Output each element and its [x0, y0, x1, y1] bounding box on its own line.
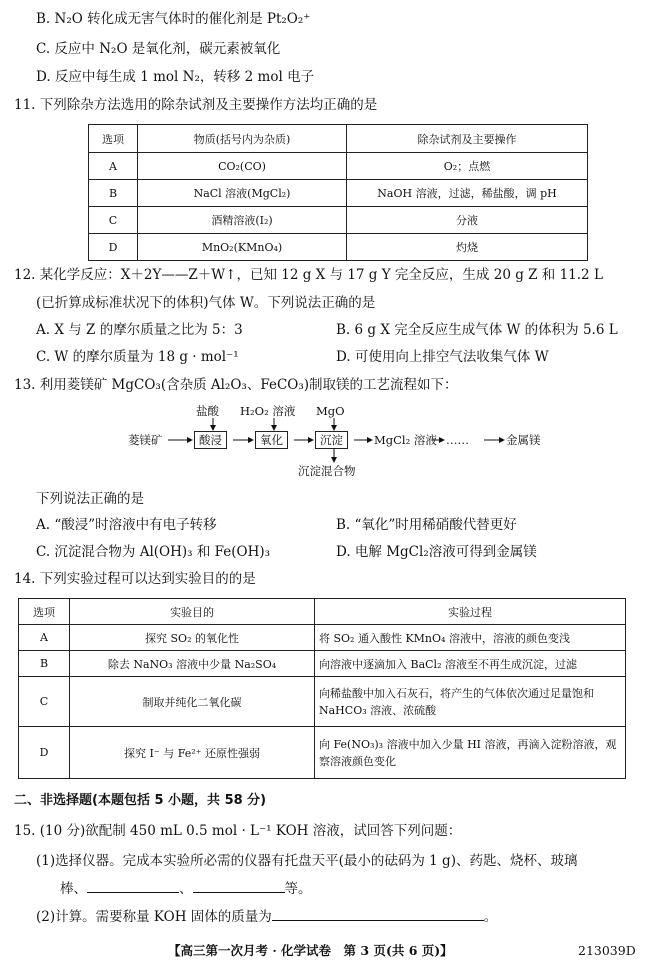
q15-part1-end: 等。 [284, 881, 312, 897]
q15-part1-line1: (1)选择仪器。完成本实验所必需的仪器有托盘天平(最小的砝码为 1 g)、药匙、烧杯、玻璃 [36, 853, 578, 869]
q10-option-b: B. N₂O 转化成无害气体时的催化剂是 Pt₂O₂⁺ [36, 11, 311, 27]
q15-part2 [36, 908, 497, 926]
q11-cell: C [89, 207, 138, 234]
q13-stem: 13. 利用菱镁矿 MgCO₃(含杂质 Al₂O₃、FeCO₃)制取镁的工艺流程如下： [14, 377, 458, 393]
section-heading: 二、非选择题(本题包括 5 小题，共 58 分) [14, 793, 267, 808]
q11-header-option: 选项 [89, 125, 138, 153]
q14-stem: 14. 下列实验过程可以达到实验目的的是 [14, 571, 256, 587]
q11-header-method: 除杂试剂及主要操作 [347, 125, 588, 153]
q11-cell: O₂；点燃 [347, 153, 588, 180]
flow-reagent-h2o2: H₂O₂ 溶液 [240, 404, 296, 418]
q14-cell: 探究 SO₂ 的氧化性 [70, 625, 315, 651]
table-row [19, 677, 626, 727]
q15-part2-end: 。 [483, 909, 498, 925]
q13-option-a: A. “酸浸”时溶液中有电子转移 [36, 517, 217, 533]
q11-cell: MnO₂(KMnO₄) [138, 234, 347, 261]
q14-cell: A [19, 625, 70, 651]
q11-stem: 11. 下列除杂方法选用的除杂试剂及主要操作方法均正确的是 [14, 97, 378, 113]
answer-blank[interactable] [87, 880, 179, 893]
q10-option-d: D. 反应中每生成 1 mol N₂，转移 2 mol 电子 [36, 69, 315, 85]
q12-option-b: B. 6 g X 完全反应生成气体 W 的体积为 5.6 L [336, 322, 618, 338]
q13-option-b: B. “氧化”时用稀硝酸代替更好 [336, 517, 517, 533]
q14-cell: 向溶液中逐滴加入 BaCl₂ 溶液至不再生成沉淀，过滤 [315, 651, 626, 677]
exam-code: 213039D [578, 943, 636, 958]
q11-cell: NaCl 溶液(MgCl₂) [138, 180, 347, 207]
q13-option-d: D. 电解 MgCl₂溶液可得到金属镁 [336, 544, 537, 560]
q14-cell: 向 Fe(NO₃)₃ 溶液中加入少量 HI 溶液，再滴入淀粉溶液，观察溶液颜色变化 [315, 727, 626, 779]
flow-step-acid-leach: 酸浸 [194, 431, 227, 449]
flow-reagent-hcl: 盐酸 [196, 404, 219, 418]
q11-header-substance: 物质(括号内为杂质) [138, 125, 347, 153]
q11-cell: 灼烧 [347, 234, 588, 261]
q14-cell: 除去 NaNO₃ 溶液中少量 Na₂SO₄ [70, 651, 315, 677]
page-footer: 【高三第一次月考 · 化学试卷 第 3 页(共 6 页)】 [168, 943, 453, 958]
q11-cell: D [89, 234, 138, 261]
q11-cell: B [89, 180, 138, 207]
q14-cell: 制取并纯化二氧化碳 [70, 677, 315, 727]
q15-part1-start: 棒、 [60, 881, 87, 897]
flow-mgcl2-solution: MgCl₂ 溶液 [374, 433, 437, 447]
q11-cell: NaOH 溶液，过滤，稀盐酸，调 pH [347, 180, 588, 207]
q14-header-process: 实验过程 [315, 599, 626, 625]
flow-step-precipitate: 沉淀 [315, 431, 348, 449]
q12-option-c: C. W 的摩尔质量为 18 g · mol⁻¹ [36, 349, 239, 365]
table-row [19, 625, 626, 651]
q11-cell: A [89, 153, 138, 180]
q13-option-c: C. 沉淀混合物为 Al(OH)₃ 和 Fe(OH)₃ [36, 544, 271, 560]
q15-stem: 15. (10 分)欲配制 450 mL 0.5 mol · L⁻¹ KOH 溶液，试回答下列问题： [14, 823, 462, 839]
q14-table [18, 598, 626, 779]
q14-cell: C [19, 677, 70, 727]
q14-header-option: 选项 [19, 599, 70, 625]
q11-cell: 酒精溶液(I₂) [138, 207, 347, 234]
flow-reagent-mgo: MgO [316, 404, 345, 418]
q15-part1-sep: 、 [179, 881, 193, 897]
answer-blank[interactable] [193, 880, 285, 893]
q10-option-c: C. 反应中 N₂O 是氧化剂，碳元素被氧化 [36, 41, 281, 57]
q12-stem-line2: (已折算成标准状况下的体积)气体 W。下列说法正确的是 [36, 295, 376, 311]
flow-end-magnesium: 金属镁 [506, 433, 541, 447]
q14-cell: 探究 I⁻ 与 Fe²⁺ 还原性强弱 [70, 727, 315, 779]
q11-cell: 分液 [347, 207, 588, 234]
table-row [19, 727, 626, 779]
flow-precipitate-mixture: 沉淀混合物 [298, 464, 356, 478]
q15-part1-line2 [60, 880, 312, 898]
flow-start: 菱镁矿 [128, 433, 163, 447]
table-row [19, 651, 626, 677]
flow-ellipsis: …… [446, 433, 469, 447]
q12-stem-line1: 12. 某化学反应：X＋2Y——Z＋W↑，已知 12 g X 与 17 g Y 完全反应，生成 20 g Z 和 11.2 L [14, 267, 603, 283]
q14-cell: 向稀盐酸中加入石灰石，将产生的气体依次通过足量饱和 NaHCO₃ 溶液、浓硫酸 [315, 677, 626, 727]
q11-cell: CO₂(CO) [138, 153, 347, 180]
q14-cell: D [19, 727, 70, 779]
answer-blank[interactable] [272, 908, 484, 921]
q12-option-d: D. 可使用向上排空气法收集气体 W [336, 349, 549, 365]
q12-option-a: A. X 与 Z 的摩尔质量之比为 5：3 [36, 322, 243, 338]
q15-part2-start: (2)计算。需要称量 KOH 固体的质量为 [36, 909, 272, 925]
q14-cell: B [19, 651, 70, 677]
q14-header-purpose: 实验目的 [70, 599, 315, 625]
q14-cell: 将 SO₂ 通入酸性 KMnO₄ 溶液中，溶液的颜色变浅 [315, 625, 626, 651]
q13-ask: 下列说法正确的是 [36, 491, 144, 507]
flow-step-oxidize: 氧化 [255, 431, 288, 449]
